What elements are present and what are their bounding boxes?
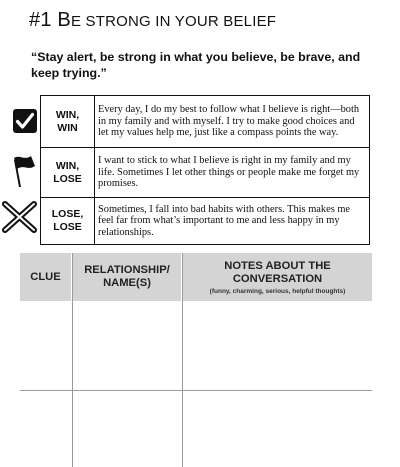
quote-text: “Stay alert, be strong in what you believe, be brave, and keep trying.” (31, 50, 361, 80)
header-relationship: RELATIONSHIP/ NAME(S) (73, 253, 181, 301)
header-clue: CLUE (20, 253, 71, 301)
outcome-label: LOSE, LOSE (41, 198, 95, 245)
outcome-label: WIN, WIN (41, 96, 95, 148)
outcome-row-lose-lose (41, 198, 370, 245)
notes-cell[interactable] (183, 302, 372, 390)
outcome-description: I want to stick to what I believe is right in my family and my life. Sometimes I let other things or people make me forget my promises. (95, 148, 370, 198)
notes-cell[interactable] (73, 302, 182, 390)
outcome-row-win-win (41, 96, 370, 148)
x-mark-icon (1, 199, 39, 235)
header-notes: NOTES ABOUT THE CONVERSATION (funny, charming, serious, helpful thoughts) (183, 253, 372, 301)
outcomes-table (40, 95, 370, 245)
outcome-label: WIN, LOSE (41, 148, 95, 198)
outcome-row-win-lose (41, 148, 370, 198)
notes-table (20, 253, 372, 467)
notes-cell[interactable] (73, 391, 182, 467)
notes-cell[interactable] (20, 302, 72, 390)
outcome-description: Sometimes, I fall into bad habits with others. This makes me feel far from what’s important to me and less happy in my relationships. (95, 198, 370, 245)
outcome-description: Every day, I do my best to follow what I believe is right—both in my family and with myself. I try to make good choices and let my values help me, just like a compass points the way. (95, 96, 370, 148)
notes-cell[interactable] (183, 391, 372, 467)
flag-icon (9, 152, 39, 188)
notes-cell[interactable] (20, 391, 72, 467)
page-title: #1 BE STRONG IN YOUR BELIEF (29, 9, 277, 31)
checkmark-icon (12, 108, 38, 134)
